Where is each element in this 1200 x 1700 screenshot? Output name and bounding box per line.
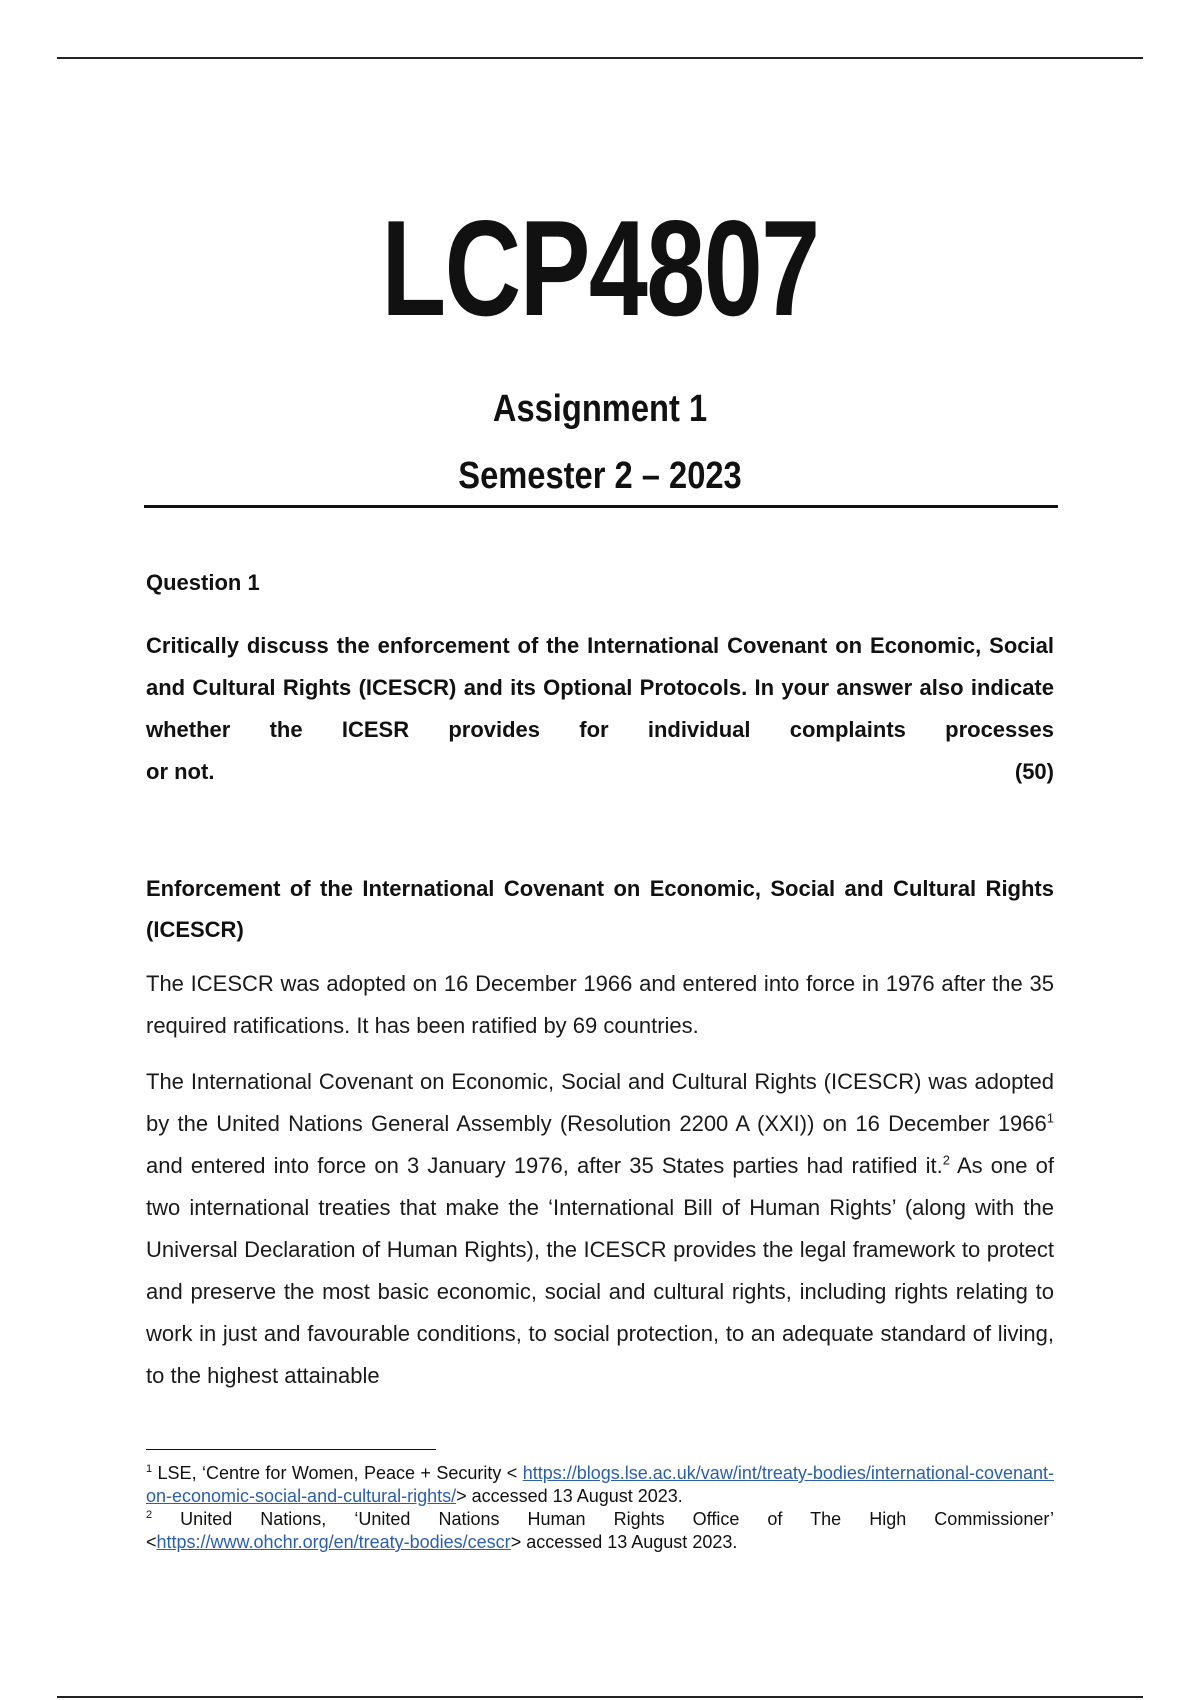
- title-divider: [144, 505, 1058, 508]
- question-last-word: or not.: [146, 759, 215, 784]
- paragraph-2-part-b: and entered into force on 3 January 1976, after 35 States parties had ratified it.: [146, 1153, 943, 1178]
- section-heading: Enforcement of the International Covenant on Economic, Social and Cultural Rights (ICESCR): [146, 876, 1054, 942]
- footnote-2-link[interactable]: https://www.ohchr.org/en/treaty-bodies/cescr: [156, 1532, 511, 1552]
- footnote-ref-2[interactable]: 2: [942, 1152, 950, 1168]
- footnote-ref-1[interactable]: 1: [1046, 1110, 1054, 1126]
- question-last-line: [146, 751, 1054, 793]
- assignment-title: Assignment 1: [492, 388, 708, 430]
- footnotes: [146, 1462, 1054, 1554]
- page-bottom-rule: [57, 1696, 1143, 1698]
- paragraph-2: [146, 1061, 1054, 1397]
- paragraph-1: The ICESCR was adopted on 16 December 1966 and entered into force in 1976 after the 35 required ratifications. It has been ratified by 69 countries.: [146, 971, 1054, 1038]
- paragraph-2-part-c: As one of two international treaties that make the ‘International Bill of Human Rights’ (along with the Universal Declaration of Human Rights), the ICESCR provides the legal framework to protect and preserve the most basic economic, social and cultural rights, including rights relating to work in just and favourable conditions, to social protection, to an adequate standard of living, to the highest attainable: [146, 1153, 1055, 1388]
- page-top-rule: [57, 57, 1143, 59]
- footnote-separator: [146, 1449, 436, 1450]
- paragraph-2-part-a: The International Covenant on Economic, Social and Cultural Rights (ICESCR) was adopted by the United Nations General Assembly (Resolution 2200 A (XXI)) on 16 December 1966: [146, 1069, 1054, 1136]
- semester-title: Semester 2 – 2023: [458, 455, 742, 497]
- course-code-title: LCP4807: [381, 192, 819, 344]
- question-marks: (50): [1014, 759, 1054, 784]
- footnote-2-text: United Nations, ‘United Nations Human Rights Office of The High Commissioner’ <: [146, 1509, 1054, 1552]
- footnote-1-text: LSE, ‘Centre for Women, Peace + Security <: [152, 1463, 523, 1483]
- footnote-2-number: 2: [146, 1509, 153, 1521]
- question-text: [146, 625, 1054, 793]
- question-body: Critically discuss the enforcement of the International Covenant on Economic, Social and Cultural Rights (ICESCR) and its Optional Protocols. In your answer also indicate whether the ICESR provides for individual complaints processes: [146, 633, 1054, 742]
- footnote-1-number: 1: [146, 1463, 153, 1475]
- question-label: Question 1: [146, 570, 260, 595]
- footnote-1: [146, 1462, 1054, 1508]
- footnote-2-tail: > accessed 13 August 2023.: [510, 1532, 738, 1552]
- footnote-1-link[interactable]: https://blogs.lse.ac.uk/vaw/int/treaty-bodies/international-covenant-on-economic-social-and-cultural-rights/: [146, 1463, 1054, 1506]
- footnote-1-tail: > accessed 13 August 2023.: [456, 1486, 683, 1506]
- footnote-2: [146, 1508, 1054, 1554]
